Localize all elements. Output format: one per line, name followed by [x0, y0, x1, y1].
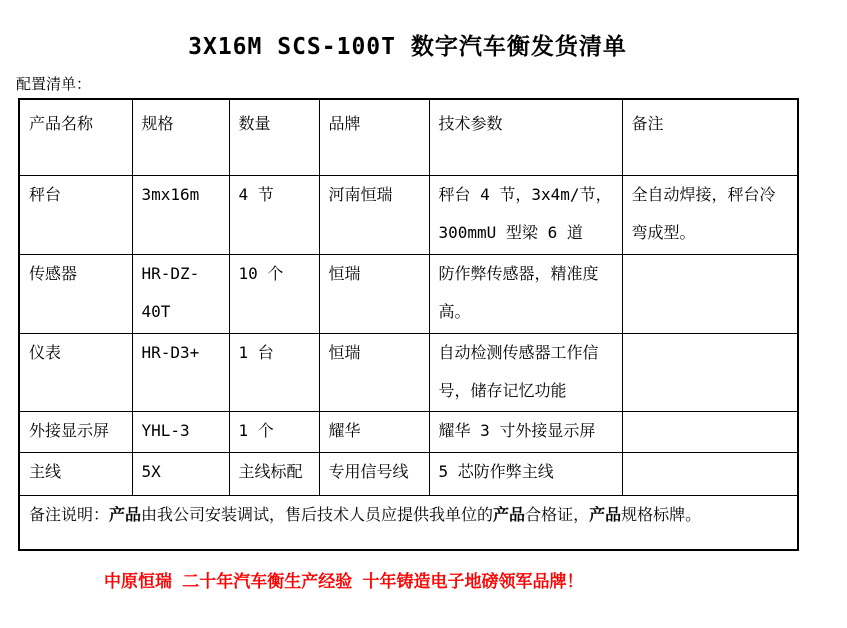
remark-cell [19, 496, 798, 551]
cell-brand: 专用信号线 [319, 453, 429, 496]
table-row-sensor [19, 255, 798, 334]
table-row-display [19, 412, 798, 453]
cell-note [622, 453, 798, 496]
table-row-platform [19, 176, 798, 255]
remark-seg: 合格证， [525, 505, 590, 524]
header-brand: 品牌 [319, 99, 429, 176]
cell-params: 耀华 3 寸外接显示屏 [429, 412, 622, 453]
header-params: 技术参数 [429, 99, 622, 176]
cell-spec: HR-DZ-40T [132, 255, 229, 334]
cell-product: 秤台 [19, 176, 132, 255]
remark-seg-bold: 产品 [589, 505, 622, 524]
cell-qty: 主线标配 [229, 453, 319, 496]
cell-spec: 5X [132, 453, 229, 496]
document-title: 3X16M SCS-100T 数字汽车衡发货清单 [188, 34, 627, 60]
cell-product: 主线 [19, 453, 132, 496]
cell-params: 5 芯防作弊主线 [429, 453, 622, 496]
header-product-name: 产品名称 [19, 99, 132, 176]
cell-note [622, 255, 798, 334]
remark-seg: 规格标牌。 [621, 505, 702, 524]
cell-spec: HR-D3+ [132, 334, 229, 412]
cell-note [622, 334, 798, 412]
remark-seg: 由我公司安装调试，售后技术人员应提供我单位的 [141, 505, 494, 524]
cell-product: 传感器 [19, 255, 132, 334]
cell-spec: 3mx16m [132, 176, 229, 255]
remark-seg-bold: 产品 [493, 505, 526, 524]
cell-brand: 恒瑞 [319, 334, 429, 412]
cell-brand: 河南恒瑞 [319, 176, 429, 255]
table-row-indicator [19, 334, 798, 412]
header-qty: 数量 [229, 99, 319, 176]
cell-qty: 4 节 [229, 176, 319, 255]
table-row-cable [19, 453, 798, 496]
cell-brand: 耀华 [319, 412, 429, 453]
cell-note: 全自动焊接，秤台冷弯成型。 [622, 176, 798, 255]
cell-product: 仪表 [19, 334, 132, 412]
cell-spec: YHL-3 [132, 412, 229, 453]
cell-params: 防作弊传感器，精准度高。 [429, 255, 622, 334]
remark-seg-bold: 产品 [109, 505, 142, 524]
cell-params: 秤台 4 节，3x4m/节，300mmU 型梁 6 道 [429, 176, 622, 255]
cell-brand: 恒瑞 [319, 255, 429, 334]
header-note: 备注 [622, 99, 798, 176]
cell-product: 外接显示屏 [19, 412, 132, 453]
header-spec: 规格 [132, 99, 229, 176]
cell-qty: 1 台 [229, 334, 319, 412]
table-remark-row [19, 496, 798, 551]
cell-params: 自动检测传感器工作信号，储存记忆功能 [429, 334, 622, 412]
table-header-row [19, 99, 798, 176]
cell-note [622, 412, 798, 453]
config-list-label: 配置清单： [16, 75, 92, 93]
cell-qty: 1 个 [229, 412, 319, 453]
shipping-list-table [18, 98, 799, 551]
cell-qty: 10 个 [229, 255, 319, 334]
brand-slogan: 中原恒瑞 二十年汽车衡生产经验 十年铸造电子地磅领军品牌！ [104, 572, 584, 592]
remark-label: 备注说明： [29, 505, 110, 524]
